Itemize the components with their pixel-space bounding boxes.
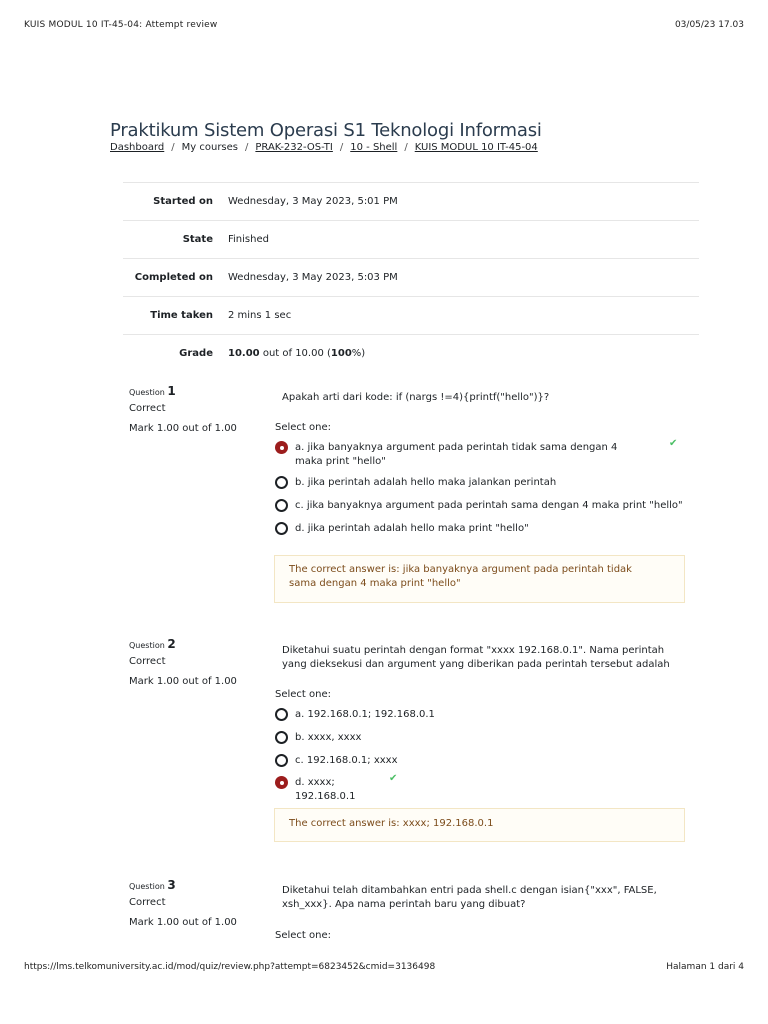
select-one-label: Select one: — [275, 930, 332, 941]
answer-text: d. jika perintah adalah hello maka print "hello" — [295, 523, 529, 534]
answer-text: a. jika banyaknya argument pada perintah tidak sama dengan 4 maka print "hello" — [295, 442, 618, 467]
question-number — [129, 637, 259, 651]
question-mark: Mark 1.00 out of 1.00 — [129, 676, 237, 687]
summary-value: 2 mins 1 sec — [228, 310, 292, 321]
print-header-datetime: 03/05/23 17.03 — [674, 20, 744, 30]
question-mark: Mark 1.00 out of 1.00 — [129, 917, 237, 928]
breadcrumb-separator: / — [171, 142, 175, 153]
answer-option[interactable] — [275, 522, 685, 536]
question-mark: Mark 1.00 out of 1.00 — [129, 423, 237, 434]
breadcrumb-item-course[interactable]: PRAK-232-OS-TI — [255, 142, 333, 153]
question-number — [129, 384, 259, 398]
answer-text: d. xxxx; 192.168.0.1 — [295, 777, 356, 802]
answer-option[interactable] — [275, 731, 685, 745]
radio-unchecked[interactable] — [275, 731, 288, 744]
correct-check-icon: ✔ — [669, 438, 678, 449]
breadcrumb — [110, 142, 538, 153]
question-prefix: Question — [129, 882, 168, 891]
question-number-value: 1 — [167, 384, 176, 398]
radio-unchecked[interactable] — [275, 522, 288, 535]
answer-option[interactable] — [275, 476, 685, 490]
question-info — [129, 878, 259, 928]
radio-unchecked[interactable] — [275, 754, 288, 767]
grade-percent: 100 — [330, 348, 352, 359]
summary-value: Wednesday, 3 May 2023, 5:01 PM — [228, 196, 398, 207]
page-title: Praktikum Sistem Operasi S1 Teknologi Informasi — [110, 120, 542, 141]
summary-label: Started on — [153, 196, 213, 207]
question-number — [129, 878, 259, 892]
answer-option[interactable] — [275, 438, 685, 468]
question-text: Diketahui suatu perintah dengan format "xxxx 192.168.0.1". Nama perintah yang dieksekusi dan argument yang diberikan pada perintah tersebut adalah — [282, 645, 670, 670]
summary-label: Completed on — [134, 272, 213, 283]
summary-label: Grade — [179, 348, 213, 359]
attempt-summary-table — [123, 182, 699, 372]
grade-middle: out of 10.00 ( — [259, 348, 331, 359]
question-number-value: 3 — [167, 878, 176, 892]
feedback-text: The correct answer is: jika banyaknya argument pada perintah tidak sama dengan 4 maka print "hello" — [289, 564, 632, 589]
breadcrumb-item-dashboard[interactable]: Dashboard — [110, 142, 165, 153]
answer-text: b. jika perintah adalah hello maka jalankan perintah — [295, 477, 557, 488]
answer-text: b. xxxx, xxxx — [295, 732, 362, 743]
summary-row-time-taken — [123, 296, 699, 334]
summary-value-grade — [228, 348, 365, 359]
select-one-label: Select one: — [275, 422, 332, 433]
radio-unchecked[interactable] — [275, 708, 288, 721]
feedback-box — [274, 808, 685, 842]
question-number-value: 2 — [167, 637, 176, 651]
select-one-label: Select one: — [275, 689, 332, 700]
breadcrumb-separator: / — [404, 142, 408, 153]
radio-unchecked[interactable] — [275, 499, 288, 512]
question-text: Apakah arti dari kode: if (nargs !=4){printf("hello")}? — [282, 392, 550, 403]
breadcrumb-item-my-courses: My courses — [181, 142, 239, 153]
question-info — [129, 637, 259, 687]
summary-value: Wednesday, 3 May 2023, 5:03 PM — [228, 272, 398, 283]
summary-label: State — [182, 234, 213, 245]
radio-unchecked[interactable] — [275, 476, 288, 489]
breadcrumb-item-section[interactable]: 10 - Shell — [350, 142, 398, 153]
correct-check-icon: ✔ — [389, 773, 398, 784]
question-info — [129, 384, 259, 434]
answer-option[interactable] — [275, 773, 685, 802]
question-prefix: Question — [129, 388, 168, 397]
print-footer-page: Halaman 1 dari 4 — [666, 962, 744, 972]
print-header — [24, 20, 744, 32]
question-state: Correct — [129, 897, 166, 908]
radio-checked[interactable] — [275, 776, 288, 789]
feedback-box — [274, 555, 685, 603]
answer-text: c. 192.168.0.1; xxxx — [295, 755, 398, 766]
answer-option[interactable] — [275, 708, 685, 722]
summary-row-completed-on — [123, 258, 699, 296]
answer-option[interactable] — [275, 499, 685, 513]
feedback-text: The correct answer is: xxxx; 192.168.0.1 — [289, 818, 494, 829]
summary-row-state — [123, 220, 699, 258]
breadcrumb-separator: / — [339, 142, 344, 153]
question-state: Correct — [129, 656, 166, 667]
summary-value: Finished — [228, 234, 269, 245]
breadcrumb-separator: / — [245, 142, 249, 153]
answer-text: c. jika banyaknya argument pada perintah sama dengan 4 maka print "hello" — [295, 500, 683, 511]
radio-checked[interactable] — [275, 441, 288, 454]
breadcrumb-item-quiz[interactable]: KUIS MODUL 10 IT-45-04 — [414, 142, 538, 153]
summary-row-started-on — [123, 182, 699, 220]
print-footer-url: https://lms.telkomuniversity.ac.id/mod/quiz/review.php?attempt=6823452&cmid=3136498 — [24, 962, 436, 972]
print-header-title: KUIS MODUL 10 IT-45-04: Attempt review — [24, 20, 218, 30]
summary-row-grade — [123, 334, 699, 372]
answer-text: a. 192.168.0.1; 192.168.0.1 — [295, 709, 435, 720]
question-state: Correct — [129, 403, 166, 414]
question-text: Diketahui telah ditambahkan entri pada shell.c dengan isian{"xxx", FALSE, xsh_xxx}. Apa nama perintah baru yang dibuat? — [282, 885, 657, 910]
summary-label: Time taken — [150, 310, 213, 321]
grade-score: 10.00 — [228, 348, 260, 359]
grade-suffix: %) — [351, 348, 366, 359]
question-prefix: Question — [129, 641, 168, 650]
answer-option[interactable] — [275, 754, 685, 768]
